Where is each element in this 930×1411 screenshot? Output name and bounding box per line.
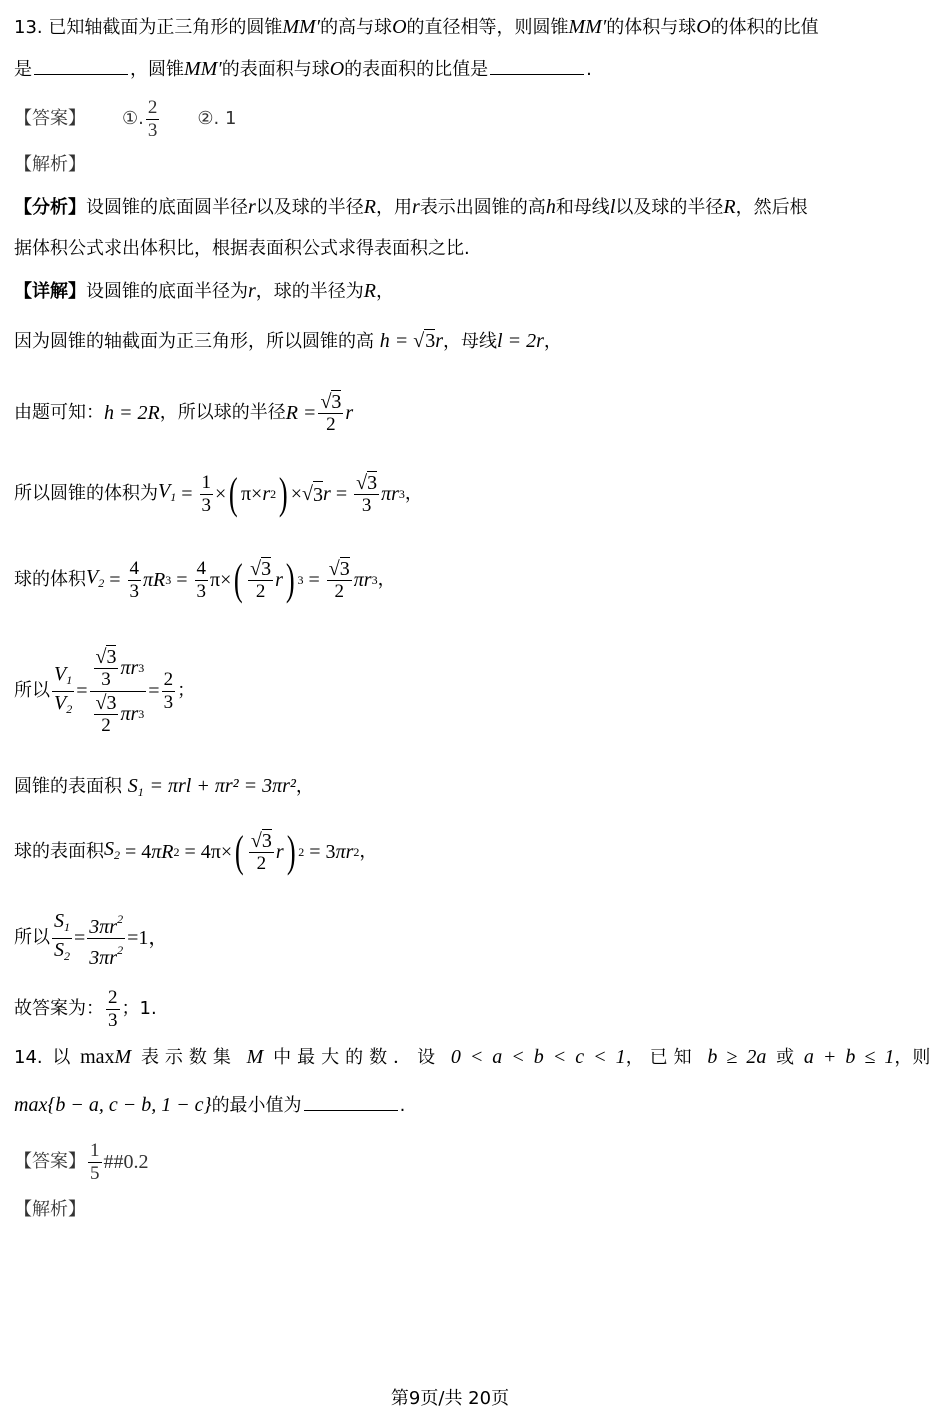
var-r: r <box>248 196 256 218</box>
answer-item-1-marker: ①. <box>122 108 144 129</box>
step2-R-eq: R = <box>285 402 317 424</box>
step2-t2: ，所以球的半径 <box>159 402 286 423</box>
q14-t5: 或 <box>776 1047 795 1068</box>
step6-math: = πrl + πr² = 3πr² <box>149 775 296 797</box>
q14-M: M <box>246 1046 264 1068</box>
S1-symbol: $S_1$ <box>127 775 144 799</box>
frac-sqrt3-over-2-d: $\frac{√3}{2}$ <box>250 829 272 874</box>
answer-label: 【答案】 <box>14 108 86 129</box>
step1-r: r <box>435 330 444 352</box>
fenxi-label: 【分析】 <box>14 197 86 218</box>
q14-line1 <box>14 1044 930 1071</box>
step1-l-eq: l = 2r <box>497 330 544 352</box>
cone-label: MM′ <box>282 16 321 38</box>
xiangjie-label: 【详解】 <box>14 281 86 302</box>
answer-item-2: ②. 1 <box>197 108 237 129</box>
step2-line <box>14 385 353 441</box>
fenxi-t4: 表示出圆锥的高 <box>419 197 546 218</box>
q14-line2 <box>14 1092 405 1119</box>
fenxi-line1 <box>14 194 808 221</box>
q14-expr: max{b − a, c − b, 1 − c} <box>14 1094 212 1116</box>
frac-2-3-final: $\frac{2}{3}$ <box>108 986 118 1031</box>
fenxi-t5: 和母线 <box>555 197 610 218</box>
cone-label-3: MM′ <box>184 58 222 80</box>
q14-cond3: a + b ≤ 1 <box>803 1046 895 1068</box>
q14-t8: . <box>399 1095 406 1116</box>
frac-1-5: $\frac{1}{5}$ <box>90 1139 100 1184</box>
var-h: h <box>545 196 556 218</box>
fenxi-t1: 设圆锥的底面圆半径 <box>86 197 248 218</box>
step1-text: 因为圆锥的轴截面为正三角形，所以圆锥的高 <box>14 331 374 352</box>
q13-text-10: . <box>586 59 592 80</box>
step1-t3: ， <box>543 331 562 352</box>
fenxi-t2: 以及球的半径 <box>255 197 364 218</box>
q13-text-4: 的体积与球 <box>606 17 697 38</box>
step2-r: r <box>345 402 354 424</box>
q13-text-2: 的高与球 <box>320 17 393 38</box>
V2-symbol: $V_2$ <box>86 566 105 590</box>
answer14-line <box>14 1138 149 1186</box>
q13-text-7: ，圆锥 <box>130 59 184 80</box>
answer-fraction-2-3: $\frac{2}{3}$ <box>147 96 158 141</box>
step1-line <box>14 328 562 355</box>
frac-V1-V2: $\frac{V_1}{V_2}$ <box>54 662 73 716</box>
q14-t4: ，已知 <box>625 1047 698 1068</box>
step8-text: 所以 <box>14 927 50 948</box>
step6-text: 圆锥的表面积 <box>14 776 122 797</box>
xiangjie-t1: 设圆锥的底面半径为 <box>86 281 248 302</box>
step1-t2: ，母线 <box>443 331 498 352</box>
step7-text: 球的表面积 <box>14 841 104 862</box>
xiangjie-line <box>14 278 394 305</box>
answer-blank-1 <box>34 56 128 75</box>
step4-line: 球的体积 $V_2$ = $\frac{4}{3}$ πR 3 = $\frac{4}{3}$ π× ( $\frac{√3}{2}$ r ) 3 = $\frac{√3}{2}$ πr 3 ， <box>14 555 396 604</box>
fenxi-t7: ，然后根 <box>735 197 808 218</box>
step4-text: 球的体积 <box>14 569 86 590</box>
answer-blank-3 <box>304 1092 398 1111</box>
step1-h-eq: h = <box>379 330 414 352</box>
q14-t2: 表示数集 <box>140 1047 237 1068</box>
q13-line1 <box>14 14 819 41</box>
step6-line: 圆锥的表面积 $S_1 = \pi rl + \pi r^2 = 3\pi r^2$， <box>14 775 314 799</box>
q14-t6: ，则 <box>894 1047 930 1068</box>
answer-blank-2 <box>490 56 584 75</box>
frac-1-3: $\frac{1}{3}$ <box>201 471 211 516</box>
step3-line: 所以圆锥的体积为 $V_1$ = $\frac{1}{3}$ × ( π× r 2 ) ×√ 3 r = $\frac{√3}{3}$ πr 3 ， <box>14 469 423 518</box>
frac-sqrt3-over-2: $\frac{√3}{2}$ <box>320 390 342 435</box>
answer13-line <box>14 97 236 141</box>
q13-text-5: 的体积的比值 <box>710 17 819 38</box>
analysis-label: 【解析】 <box>14 154 86 175</box>
fenxi-line2: 据体积公式求出体积比，根据表面积公式求得表面积之比. <box>14 238 470 259</box>
q13-text-3: 的直径相等，则圆锥 <box>406 17 569 38</box>
q13-line2 <box>14 56 592 83</box>
step8-line: 所以 $\frac{S_1}{S_2}$ = $\frac{3\pi r^2}{3\pi r^2}$ =1， <box>14 909 169 969</box>
step9-end: ；1. <box>121 998 157 1019</box>
q14-cond2: b ≥ 2a <box>707 1046 767 1068</box>
step5-text: 所以 <box>14 680 50 701</box>
var-l: l <box>609 196 616 218</box>
frac-sqrt3-over-2-c: $\frac{√3}{2}$ <box>328 557 350 602</box>
analysis14-label: 【解析】 <box>14 1199 86 1220</box>
q13-text-6: 是 <box>14 59 32 80</box>
page-footer: 第9页/共 20页 <box>390 1388 510 1409</box>
step5-line: 所以 $\frac{V_1}{V_2}$ = $\frac{√3}{3}$ πr 3 $\frac{√3}{2}$ πr 3 = $\frac{2}{3}$ ； <box>14 645 196 736</box>
var-r-3: r <box>248 280 256 302</box>
sphere-label: O <box>392 16 407 38</box>
step8-end: =1， <box>127 927 169 949</box>
var-R: R <box>363 196 377 218</box>
q14-t7: 的最小值为 <box>211 1095 302 1116</box>
q14-t1: 14. 以 <box>14 1047 71 1068</box>
step9-text: 故答案为： <box>14 998 104 1019</box>
frac-sqrt3-over-3: $\frac{√3}{3}$ <box>356 471 378 516</box>
step3-expr: × <box>215 483 227 505</box>
frac-S1-S2: $\frac{S_1}{S_2}$ <box>54 909 70 963</box>
S2-symbol: $S_2$ <box>104 838 120 862</box>
q13-text-1: 13. 已知轴截面为正三角形的圆锥 <box>14 17 283 38</box>
cone-label-2: MM′ <box>568 16 607 38</box>
sqrt-3: √3 <box>413 330 436 352</box>
var-r-2: r <box>412 196 420 218</box>
frac-sqrt3-over-2-b: $\frac{√3}{2}$ <box>250 557 272 602</box>
q13-text-9: 的表面积的比值是 <box>344 59 489 80</box>
step3-text: 所以圆锥的体积为 <box>14 483 158 504</box>
step9-line <box>14 985 157 1033</box>
q14-t3: 中最大的数．设 <box>273 1047 442 1068</box>
xiangjie-t3: ， <box>376 281 395 302</box>
frac-4-3-b: $\frac{4}{3}$ <box>196 557 207 602</box>
sphere-label-2: O <box>696 16 711 38</box>
fenxi-t3: ，用 <box>376 197 413 218</box>
xiangjie-t2: ，球的半径为 <box>255 281 364 302</box>
fenxi-t6: 以及球的半径 <box>615 197 724 218</box>
frac-3pir2: $\frac{3\pi r^2}{3\pi r^2}$ <box>87 908 125 969</box>
frac-2-3-result: $\frac{2}{3}$ <box>163 668 174 713</box>
step2-h-eq: h = 2R <box>104 402 160 424</box>
step2-text: 由题可知： <box>14 402 104 423</box>
q14-cond1: 0 < a < b < c < 1 <box>450 1046 626 1068</box>
sphere-label-3: O <box>329 58 345 80</box>
var-R-3: R <box>363 280 377 302</box>
q13-text-8: 的表面积与球 <box>221 59 330 80</box>
answer14-label: 【答案】 <box>14 1151 86 1172</box>
frac-4-3: $\frac{4}{3}$ <box>129 557 139 602</box>
step7-line: 球的表面积 $S_2$ = 4 πR 2 = 4π× ( $\frac{√3}{2}$ r ) 2 = 3 πr 2 ， <box>14 827 378 876</box>
V1-symbol: $V_1$ <box>158 480 177 504</box>
frac-ratio-volumes: $\frac{√3}{3}$ πr 3 $\frac{√3}{2}$ πr 3 <box>90 646 147 737</box>
q14-maxM: maxM <box>80 1046 132 1068</box>
var-R-2: R <box>723 196 736 218</box>
answer14-alt: ##0.2 <box>103 1151 149 1173</box>
